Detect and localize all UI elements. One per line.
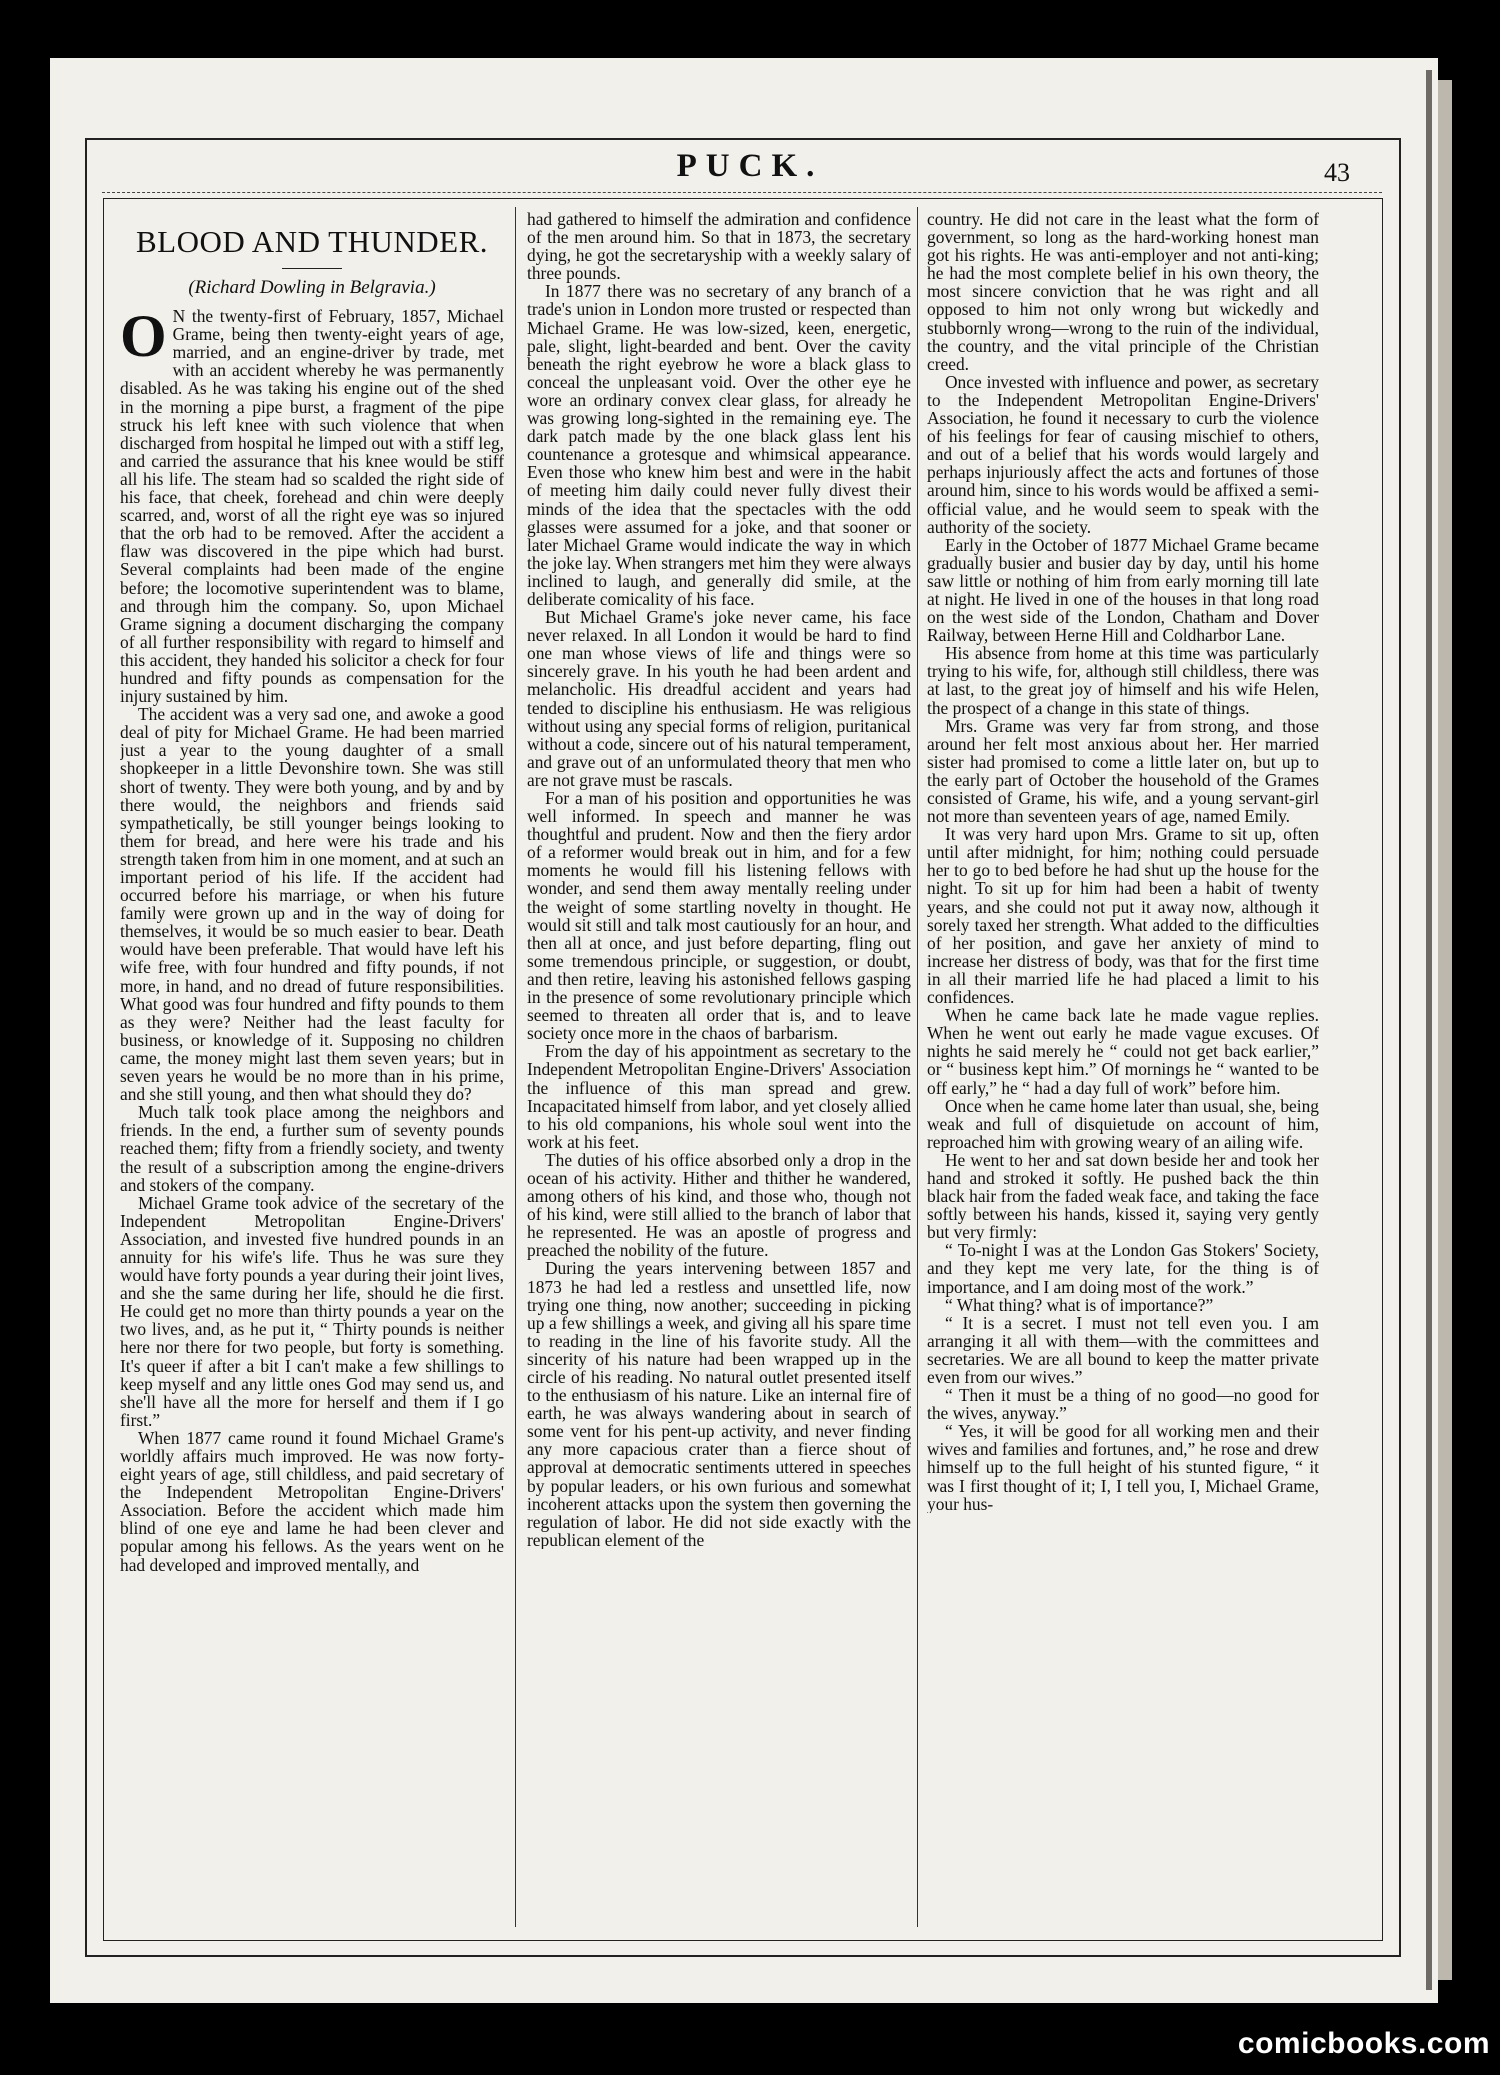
paragraph: Mrs. Grame was very far from strong, and those around her felt most anxious about her. Her married sister had promised to come a little later on, but up to the early part of October the household of the Grames consisted of Grame, his wife, and a young servant-girl not more than seventeen years of age, named Emily. bbox=[927, 715, 1319, 827]
paragraph: From the day of his appointment as secretary to the Independent Metropolitan Engine-Drivers' Association the influence of this man spread and grew. Incapacitated himself from labor, and yet closely allied to his old companions, his whole soul went into the work at his feet. bbox=[527, 1041, 911, 1152]
paragraph: had gathered to himself the admiration and confidence of the men around him. So that in 1873, the secretary dying, he got the secretaryship with a weekly salary of three pounds. bbox=[527, 210, 911, 284]
article-title: BLOOD AND THUNDER. bbox=[135, 224, 488, 259]
paragraph: Once when he came home later than usual, she, being weak and full of disquietude on account of him, reproached him with growing weary of an ailing wife. bbox=[927, 1095, 1319, 1152]
header-rule bbox=[102, 192, 1382, 193]
paragraph: Early in the October of 1877 Michael Grame became gradually busier and busier day by day, until his home saw little or nothing of him from early morning till late at night. He lived in one of the houses in that long road on the west side of the London, Chatham and Dover Railway, between Herne Hill and Coldharbor Lane. bbox=[927, 534, 1319, 646]
column-1 bbox=[120, 210, 504, 1574]
article-byline: (Richard Dowling in Belgravia.) bbox=[188, 277, 436, 298]
paragraph: Once invested with influence and power, as secretary to the Independent Metropolitan Engine-Drivers' Association, he found it necessary to curb the violence of his feelings for fear of causing mischief to others, and out of a belief that his words would largely and perhaps injuriously affect the acts and fortunes of those around him, since to his words would be affixed a semi-official value, and he would seem to speak with the authority of the society. bbox=[927, 371, 1319, 537]
paragraph: He went to her and sat down beside her and took her hand and stroked it softly. He pushed back the thin black hair from the faded weak face, and taking the face softly between his hands, kissed it, saying very gently but very firmly: bbox=[927, 1149, 1319, 1243]
paragraph: “ What thing? what is of importance?” bbox=[945, 1294, 1214, 1315]
drop-cap: O bbox=[120, 303, 167, 370]
title-rule bbox=[282, 268, 342, 269]
paragraph: “ Then it must be a thing of no good—no good for the wives, anyway.” bbox=[927, 1385, 1319, 1424]
watermark: comicbooks.com bbox=[1237, 2027, 1490, 2060]
paragraph: N the twenty-first of February, 1857, Michael Grame, being then twenty-eight years of age, married, and an engine-driver by trade, met with an accident whereby he was permanently disabled. As he was taking his engine out of the shed in the morning a pipe burst, a fragment of the pipe struck his left knee with such violence that when discharged from hospital he limped out with a stiff leg, and carried the assurance that his knee would be stiff all his life. The steam had so scalded the right side of his face, that cheek, forehead and chin were deeply scarred, and, worst of all the right eye was so injured that the orb had to be removed. After the accident a flaw was discovered in the pipe which had burst. Several complaints had been made of the engine before; the locomotive superintendent was to blame, and through him the company. So, upon Michael Grame signing a document discharging the company of all further responsibility with regard to himself and this accident, they handed his solicitor a check for four hundred and fifty pounds as compensation for the injury sustained by him. bbox=[120, 306, 504, 707]
masthead: PUCK. bbox=[676, 148, 824, 184]
paragraph: When 1877 came round it found Michael Grame's worldly affairs much improved. He was now forty-eight years of age, still childless, and paid secretary of the Independent Metropolitan Engine-Drivers' Association. Before the accident which made him blind of one eye and lame he had been clever and popular among his fellows. As the years went on he had developed and improved mentally, and bbox=[120, 1427, 504, 1574]
paragraph: country. He did not care in the least what the form of government, so long as the hard-working honest man got his rights. He was anti-employer and not anti-king; he had the most complete belief in his own theory, the most sincere conviction that he was right and all opposed to him not only wrong but wickedly and stubbornly wrong—wrong to the ruin of the individual, the country, and the vital principle of the Christian creed. bbox=[927, 210, 1319, 374]
paragraph: Much talk took place among the neighbors and friends. In the end, a further sum of seventy pounds reached them; fifty from a friendly society, and twenty the result of a subscription among the engine-drivers and stokers of the company. bbox=[120, 1102, 504, 1195]
column-3 bbox=[927, 210, 1319, 1513]
paragraph: But Michael Grame's joke never came, his face never relaxed. In all London it would be hard to find one man whose views of life and things were so sincerely grave. In his youth he had been ardent and melancholic. His dreadful accident and years had tended to discipline his enthusiasm. He was religious without using any special forms of religion, puritanical without a code, sincere out of his natural temperament, and grave out of an unformulated theory that men who are not grave must be rascals. bbox=[527, 607, 911, 790]
page-edge-shadow bbox=[1426, 70, 1432, 1990]
paragraph: “ Yes, it will be good for all working men and their wives and families and fortunes, and,” he rose and drew himself up to the full height of his stunted figure, “ it was I first thought of it; I, I tell you, I, Michael Grame, your hus- bbox=[927, 1421, 1319, 1513]
paragraph: “ It is a secret. I must not tell even you. I am arranging it all with them—with the committees and secretaries. We are all bound to keep the matter private even from our wives.” bbox=[927, 1312, 1319, 1387]
paragraph: In 1877 there was no secretary of any branch of a trade's union in London more trusted or respected than Michael Grame. He was low-sized, keen, energetic, pale, slight, light-bearded and bent. Over the cavity beneath the right eyebrow he wore a black glass to conceal the unpleasant void. Over the other eye he wore an ordinary convex clear glass, for already he was growing long-sighted in the remaining eye. The dark patch made by the one black glass lent his countenance a grotesque and whimsical appearance. Even those who knew him best and were in the habit of meeting him daily could never fully divest their minds of the idea that the spectacles with the odd glasses were assumed for a joke, and that sooner or later Michael Grame would indicate the way in which the joke lay. When strangers met him they were always inclined to laugh, and generally did smile, at the deliberate comicality of his face. bbox=[527, 281, 911, 609]
paragraph: The duties of his office absorbed only a drop in the ocean of his activity. Hither and thither he wandered, among others of his kind, and those who, though not of his kind, were still allied to the branch of labor that he represented. He was an apostle of progress and preached the nobility of the future. bbox=[527, 1149, 911, 1261]
paragraph: His absence from home at this time was particularly trying to his wife, for, although still childless, there was at last, to the great joy of himself and his wife Helen, the prospect of a change in this state of things. bbox=[927, 643, 1319, 718]
page-number: 43 bbox=[1324, 158, 1350, 187]
column-divider bbox=[515, 207, 516, 1927]
paragraph: During the years intervening between 1857 and 1873 he had led a restless and unsettled life, now trying one thing, now another; succeeding in picking up a few shillings a week, and giving all his spare time to reading in the line of his favorite study. All the sincerity of his nature had been wrapped up in the circle of his reading. No natural outlet presented itself to the enthusiasm of his nature. Like an internal fire of earth, he was always wandering about in search of some vent for his pent-up activity, and never finding any more capacious crater than a fierce shout of approval at democratic sentiments uttered in speeches by popular leaders, or his own furious and somewhat incoherent attacks upon the system then governing the regulation of labor. He did not side exactly with the republican element of the bbox=[527, 1258, 911, 1549]
paragraph: The accident was a very sad one, and awoke a good deal of pity for Michael Grame. He had been married just a year to the young daughter of a small shopkeeper in a little Devonshire town. She was still short of twenty. They were both young, and by and by there would, the neighbors and friends said sympathetically, be still younger beings looking to them for bread, and here were his trade and his strength taken from him in one moment, and at such an important period of his life. If the accident had occurred before his marriage, or when his future family were grown up and in the way of doing for themselves, it would be so much easier to bear. Death would have been preferable. That would have left his wife free, with four hundred and fifty pounds, if not more, in hand, and no dread of future responsibilities. What good was four hundred and fifty pounds to them as they were? Neither had the least faculty for business, or knowledge of it. Supposing no children came, the money might last them seven years; but in seven years he would be no more than in his prime, and she still young, and then what should they do? bbox=[120, 704, 504, 1105]
paragraph: Michael Grame took advice of the secretary of the Independent Metropolitan Engine-Drivers' Association, and invested five hundred pounds in an annuity for his wife's life. Thus he was sure they would have forty pounds a year during their joint lives, and she the same during her life, should he die first. He could get no more than thirty pounds a year on the two lives, and, as he put it, “ Thirty pounds is neither here nor there for two people, but forty is something. It's queer if after a bit I can't make a few shillings to keep myself and any little ones God may send us, and she'll have all the more for herself and them if I go first.” bbox=[120, 1192, 504, 1430]
column-2 bbox=[527, 210, 911, 1549]
paragraph: “ To-night I was at the London Gas Stokers' Society, and they kept me very late, for the thing is of importance, and I am doing most of the work.” bbox=[927, 1240, 1319, 1297]
page-edge bbox=[1438, 80, 1452, 1980]
paragraph: For a man of his position and opportunities he was well informed. In speech and manner he was thoughtful and prudent. Now and then the fiery ardor of a reformer would break out in him, and for a few moments he would fill his listening fellows with wonder, and send them away mentally reeling under the weight of some startling novelty in thought. He would sit still and talk most cautiously for an hour, and then all at once, and just before departing, fling out some tremendous principle, or suggestion, or doubt, and then retire, leaving his astonished fellows gasping in the presence of some revolutionary principle which seemed to threaten all order that is, and to leave society once more in the chaos of barbarism. bbox=[527, 788, 911, 1044]
paragraph: It was very hard upon Mrs. Grame to sit up, often until after midnight, for him; nothing could persuade her to go to bed before he had shut up the house for the night. To sit up for him had been a habit of twenty years, and she could not put it away now, although it sorely taxed her strength. What added to the difficulties of her position, and gave her anxiety of mind to increase her distress of body, was that for the first time in all their married life he had placed a limit to his confidences. bbox=[927, 824, 1319, 1008]
paragraph: When he came back late he made vague replies. When he went out early he made vague excuses. Of nights he said merely he “ could not get back earlier,” or “ business kept him.” Of mornings he “ wanted to be off early,” he “ had a day full of work” before him. bbox=[927, 1005, 1319, 1098]
column-divider bbox=[917, 207, 918, 1927]
